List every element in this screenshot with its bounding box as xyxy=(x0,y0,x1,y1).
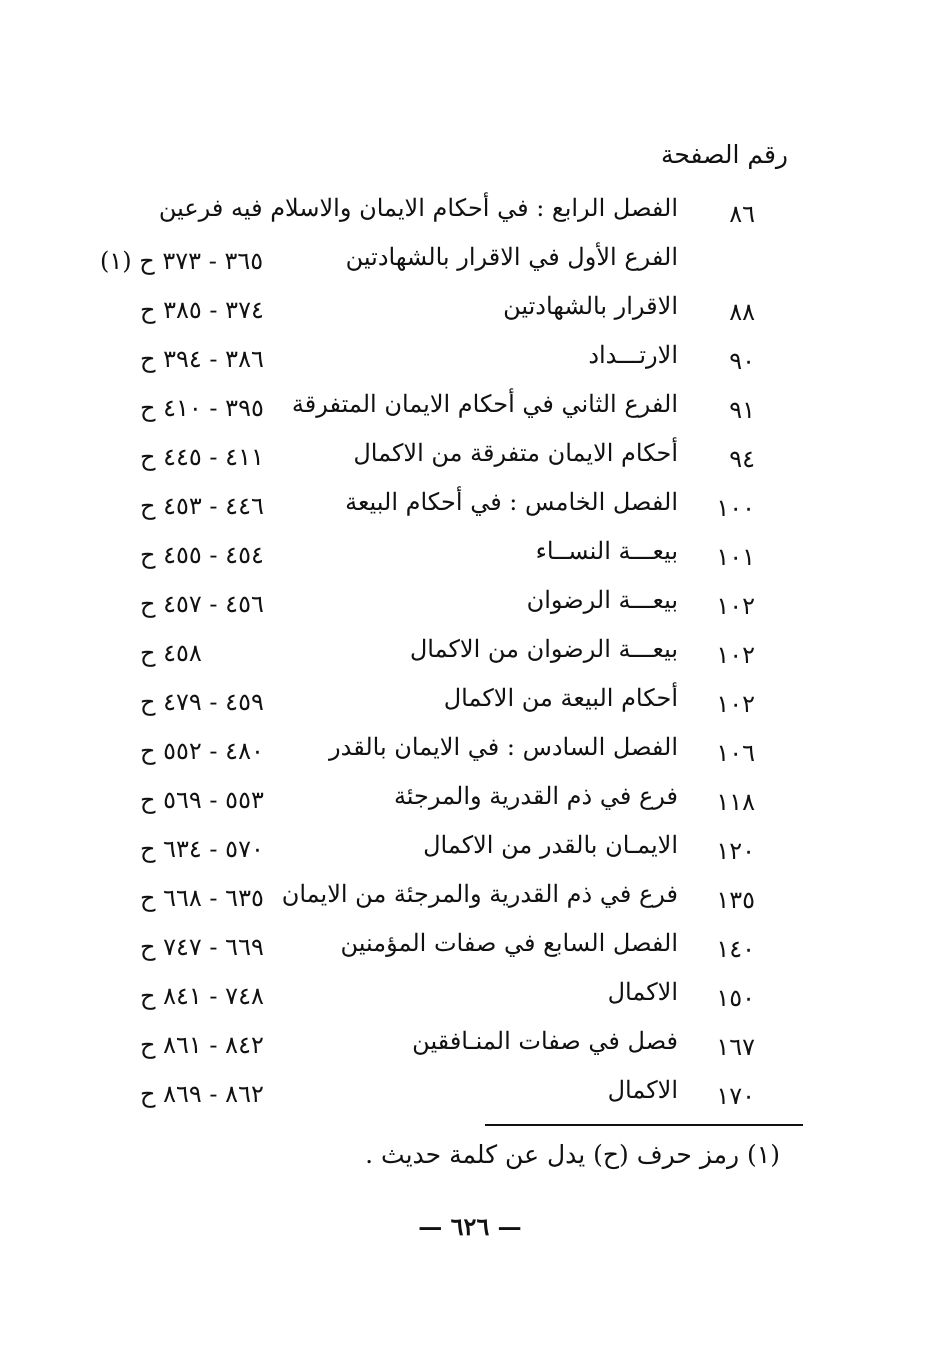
contents-row xyxy=(0,435,940,484)
row-title: فرع في ذم القدرية والمرجئة xyxy=(393,782,678,810)
contents-list xyxy=(0,190,940,1121)
contents-row xyxy=(0,925,940,974)
contents-row xyxy=(0,582,940,631)
row-title: الفرع الأول في الاقرار بالشهادتين xyxy=(345,243,678,271)
row-hadith-range: ٧٤٨ - ٨٤١ ح xyxy=(140,982,264,1010)
row-page-number: ١٣٥ xyxy=(716,886,755,914)
row-title: الفصل السادس : في الايمان بالقدر xyxy=(329,733,678,761)
footnote-divider xyxy=(485,1124,803,1126)
row-page-number: ١٤٠ xyxy=(716,935,755,963)
footnote: (١) رمز حرف (ح) يدل عن كلمة حديث . xyxy=(365,1140,780,1169)
contents-row xyxy=(0,680,940,729)
row-page-number: ١٧٠ xyxy=(716,1082,755,1110)
row-page-number: ١٠٢ xyxy=(716,690,755,718)
row-page-number: ١٠٠ xyxy=(716,494,755,522)
row-page-number: ١٢٠ xyxy=(716,837,755,865)
row-hadith-range: ٣٧٤ - ٣٨٥ ح xyxy=(140,296,264,324)
row-title: الاكمال xyxy=(607,978,678,1006)
row-hadith-range: ٥٧٠ - ٦٣٤ ح xyxy=(140,835,264,863)
row-title: الفرع الثاني في أحكام الايمان المتفرقة xyxy=(291,390,678,418)
row-page-number: ١٠٢ xyxy=(716,641,755,669)
row-hadith-range: ٣٩٥ - ٤١٠ ح xyxy=(140,394,264,422)
contents-row xyxy=(0,876,940,925)
row-hadith-range: ٤٥٤ - ٤٥٥ ح xyxy=(140,541,264,569)
row-title: الفصل الخامس : في أحكام البيعة xyxy=(345,488,678,516)
contents-row xyxy=(0,1023,940,1072)
row-title: أحكام الايمان متفرقة من الاكمال xyxy=(353,439,678,467)
row-title: الفصل الرابع : في أحكام الايمان والاسلام فيه فرعين xyxy=(158,194,678,222)
row-title: بيعـــة الرضوان من الاكمال xyxy=(409,635,678,663)
row-title: فصل في صفات المنـافقين xyxy=(412,1027,678,1055)
row-title: فرع في ذم القدرية والمرجئة من الايمان xyxy=(281,880,678,908)
row-page-number: ١١٨ xyxy=(716,788,755,816)
row-hadith-range: ٤٤٦ - ٤٥٣ ح xyxy=(140,492,264,520)
row-hadith-range: ٤٨٠ - ٥٥٢ ح xyxy=(140,737,264,765)
row-title: بيعـــة الرضوان xyxy=(526,586,678,614)
row-page-number: ٩٠ xyxy=(729,347,755,375)
row-title: الاكمال xyxy=(607,1076,678,1104)
row-page-number: ١٥٠ xyxy=(716,984,755,1012)
row-title: الفصل السابع في صفات المؤمنين xyxy=(340,929,678,957)
contents-row xyxy=(0,1072,940,1121)
row-title: بيعـــة النســاء xyxy=(535,537,678,565)
contents-row xyxy=(0,386,940,435)
row-hadith-range: ٦٦٩ - ٧٤٧ ح xyxy=(140,933,264,961)
row-title: الاقرار بالشهادتين xyxy=(503,292,678,320)
row-hadith-range: ٨٤٢ - ٨٦١ ح xyxy=(140,1031,264,1059)
contents-row xyxy=(0,337,940,386)
row-page-number: ٩١ xyxy=(729,396,755,424)
row-hadith-range: ٤٥٩ - ٤٧٩ ح xyxy=(140,688,264,716)
contents-row xyxy=(0,484,940,533)
row-hadith-range: ٥٥٣ - ٥٦٩ ح xyxy=(140,786,264,814)
row-title: الارتـــداد xyxy=(588,341,678,369)
row-page-number: ١٠٦ xyxy=(716,739,755,767)
row-title: الايمـان بالقدر من الاكمال xyxy=(423,831,678,859)
row-page-number: ٩٤ xyxy=(729,445,755,473)
contents-row xyxy=(0,288,940,337)
row-hadith-range: ٤٥٦ - ٤٥٧ ح xyxy=(140,590,264,618)
contents-row xyxy=(0,778,940,827)
row-title: أحكام البيعة من الاكمال xyxy=(443,684,678,712)
row-hadith-range: ٤٥٨ ح xyxy=(140,639,202,667)
row-hadith-range: (١) ٣٦٥ - ٣٧٣ ح xyxy=(100,247,264,275)
row-hadith-range: ٨٦٢ - ٨٦٩ ح xyxy=(140,1080,264,1108)
row-page-number: ١٠١ xyxy=(716,543,755,571)
contents-row xyxy=(0,827,940,876)
contents-row xyxy=(0,533,940,582)
row-page-number: ١٠٢ xyxy=(716,592,755,620)
contents-row xyxy=(0,190,940,239)
row-page-number: ١٦٧ xyxy=(716,1033,755,1061)
row-page-number: ٨٨ xyxy=(729,298,755,326)
contents-row xyxy=(0,729,940,778)
page-number: — ٦٢٦ — xyxy=(418,1212,522,1241)
row-page-number: ٨٦ xyxy=(729,200,755,228)
contents-row xyxy=(0,239,940,288)
contents-row xyxy=(0,974,940,1023)
page-column-label: رقم الصفحة xyxy=(660,140,788,169)
row-hadith-range: ٣٨٦ - ٣٩٤ ح xyxy=(140,345,264,373)
contents-row xyxy=(0,631,940,680)
row-hadith-range: ٦٣٥ - ٦٦٨ ح xyxy=(140,884,264,912)
row-hadith-range: ٤١١ - ٤٤٥ ح xyxy=(140,443,264,471)
